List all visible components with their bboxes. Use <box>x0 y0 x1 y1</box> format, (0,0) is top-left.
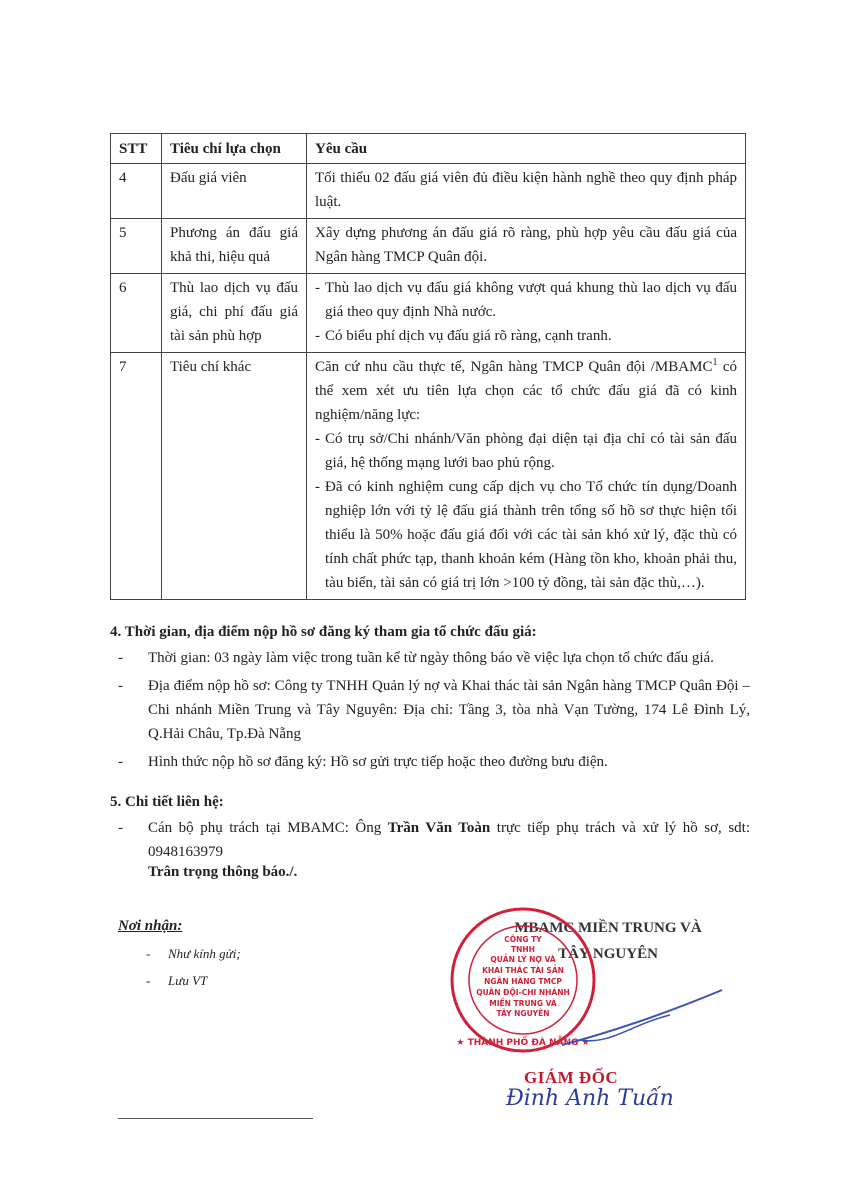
requirement-bullet: - Thù lao dịch vụ đấu giá không vượt quá khung thù lao dịch vụ đấu giá theo quy định Nhà nước. <box>315 276 737 324</box>
section-5 <box>110 790 750 868</box>
header-requirement: Yêu cầu <box>307 134 746 164</box>
contact-item: - Cán bộ phụ trách tại MBAMC: Ông Trần Văn Toàn trực tiếp phụ trách và xử lý hồ sơ, sdt: 0948163979 <box>118 820 750 860</box>
svg-text:★ THÀNH PHỐ ĐÀ NẴNG ★: ★ THÀNH PHỐ ĐÀ NẴNG ★ <box>456 1038 590 1048</box>
svg-text:MIỀN TRUNG VÀ: MIỀN TRUNG VÀ <box>489 999 557 1008</box>
table-header-row <box>111 134 746 164</box>
section-4 <box>110 620 750 778</box>
closing-line: Trân trọng thông báo./. <box>148 864 298 880</box>
list-item: - Hình thức nộp hồ sơ đăng ký: Hồ sơ gửi trực tiếp hoặc theo đường bưu điện. <box>118 754 608 770</box>
table-row <box>111 353 746 600</box>
row-requirement: Xây dựng phương án đấu giá rõ ràng, phù hợp yêu cầu đấu giá của Ngân hàng TMCP Quân đội. <box>307 219 746 274</box>
row-criterion: Phương án đấu giá khả thi, hiệu quả <box>162 219 307 274</box>
row-criterion: Tiêu chí khác <box>162 353 307 600</box>
recipient-item: - Lưu VT <box>146 973 208 988</box>
table-row <box>111 219 746 274</box>
signatory-name: Đinh Anh Tuấn <box>506 1086 674 1111</box>
row-stt: 5 <box>111 219 162 274</box>
list-item: - Thời gian: 03 ngày làm việc trong tuần kể từ ngày thông báo về việc lựa chọn tổ chức đấu giá. <box>118 650 714 666</box>
svg-text:TNHH: TNHH <box>511 945 535 954</box>
contact-name: Trần Văn Toàn <box>387 820 491 836</box>
recipient-item: - Như kính gửi; <box>146 946 241 961</box>
recipients-block <box>118 913 241 994</box>
list-item: - Địa điểm nộp hồ sơ: Công ty TNHH Quản lý nợ và Khai thác tài sản Ngân hàng TMCP Quân Đội – Chi nhánh Miền Trung và Tây Nguyên: Địa chỉ: Tầng 3, tòa nhà Vạn Tường, 174 Lê Đình Lý, Q.Hải Châu, Tp.Đà Nẵng <box>118 678 750 742</box>
requirement-intro: Căn cứ nhu cầu thực tế, Ngân hàng TMCP Quân đội /MBAMC$^1$ có thể xem xét ưu tiên lựa chọn các tổ chức đấu giá đã có kinh nghiệm/năng lực: <box>315 357 737 423</box>
footnote-divider <box>118 1118 313 1119</box>
requirement-bullet: - Có trụ sở/Chi nhánh/Văn phòng đại diện tại địa chỉ có tài sản đấu giá, hệ thống mạng lưới bao phủ rộng. <box>315 427 737 475</box>
svg-text:KHAI THÁC TÀI SẢN: KHAI THÁC TÀI SẢN <box>482 966 564 975</box>
row-criterion: Đấu giá viên <box>162 164 307 219</box>
row-stt: 4 <box>111 164 162 219</box>
svg-text:CÔNG TY: CÔNG TY <box>504 935 542 944</box>
svg-text:TÂY NGUYÊN: TÂY NGUYÊN <box>496 1009 550 1018</box>
signature-stroke-icon <box>560 985 725 1055</box>
svg-text:QUẢN LÝ NỢ VÀ: QUẢN LÝ NỢ VÀ <box>490 955 556 964</box>
signatory-title: GIÁM ĐỐC <box>524 1068 619 1087</box>
row-stt: 7 <box>111 353 162 600</box>
org-line-2: TÂY NGUYÊN <box>558 946 658 962</box>
table-row <box>111 164 746 219</box>
requirement-bullet: - Có biểu phí dịch vụ đấu giá rõ ràng, cạnh tranh. <box>315 324 737 348</box>
header-stt: STT <box>111 134 162 164</box>
svg-text:QUÂN ĐỘI-CHI NHÁNH: QUÂN ĐỘI-CHI NHÁNH <box>476 988 570 997</box>
footnote-marker: 1 <box>712 357 718 368</box>
row-stt: 6 <box>111 274 162 353</box>
org-line-1: MBAMC MIỀN TRUNG VÀ <box>514 920 702 936</box>
requirement-bullet: - Đã có kinh nghiệm cung cấp dịch vụ cho Tổ chức tín dụng/Doanh nghiệp lớn với tỷ lệ đấu giá thành trên tổng số hồ sơ thực hiện tối thiểu là 50% hoặc đấu giá đối với các tài sản khó xử lý, đặc thù có tính chất phức tạp, thanh khoản kém (Hàng tồn kho, khoản phải thu, tàu biển, tài sản có giá trị lớn >100 tỷ đồng, tài sản đặc thù,…). <box>315 475 737 595</box>
header-criterion: Tiêu chí lựa chọn <box>162 134 307 164</box>
section-4-title: 4. Thời gian, địa điểm nộp hồ sơ đăng ký tham gia tổ chức đấu giá: <box>110 624 537 640</box>
row-requirement <box>307 353 746 600</box>
recipients-title: Nơi nhận: <box>118 918 183 934</box>
row-criterion: Thù lao dịch vụ đấu giá, chi phí đấu giá tài sản phù hợp <box>162 274 307 353</box>
section-5-title: 5. Chi tiết liên hệ: <box>110 794 224 810</box>
criteria-table <box>110 133 746 600</box>
row-requirement <box>307 274 746 353</box>
row-requirement: Tối thiểu 02 đấu giá viên đủ điều kiện hành nghề theo quy định pháp luật. <box>307 164 746 219</box>
table-row <box>111 274 746 353</box>
svg-text:NGÂN HÀNG TMCP: NGÂN HÀNG TMCP <box>484 977 562 986</box>
